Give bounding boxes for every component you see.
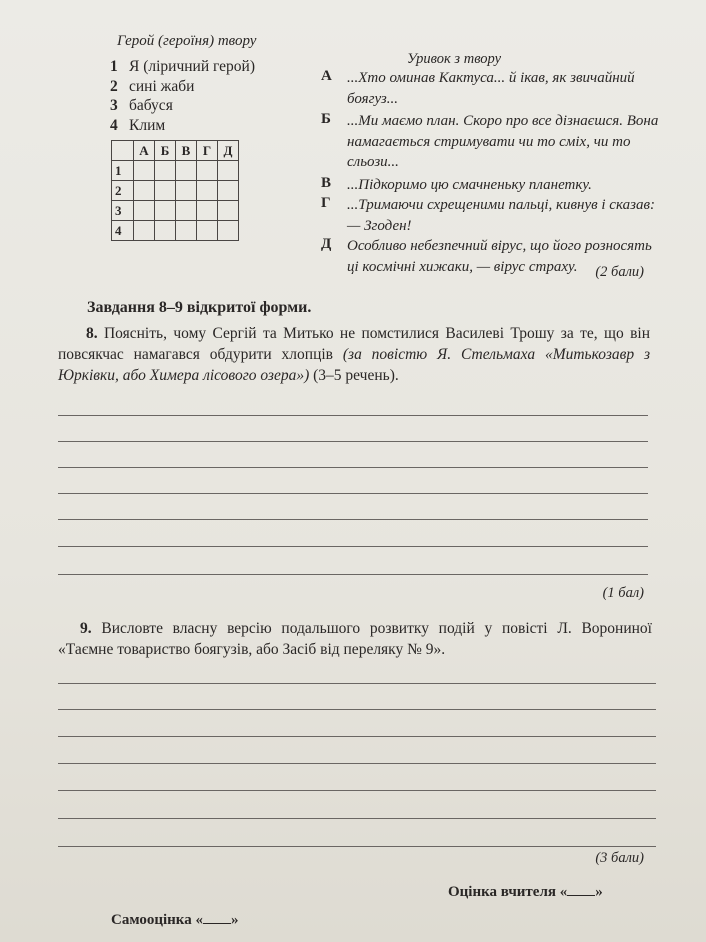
grid-col-header: Б [155, 141, 176, 161]
grid-cell[interactable] [176, 181, 197, 201]
grid-cell[interactable] [218, 161, 239, 181]
points-q8: (1 бал) [602, 585, 644, 601]
excerpt-item: Г ...Тримаючи схрещеними пальці, кивнув і сказав: — Згоден! [321, 195, 655, 234]
grid-cell[interactable] [218, 221, 239, 241]
answer-line[interactable] [58, 818, 656, 819]
grid-cell[interactable] [155, 221, 176, 241]
hero-item: 4 Клим [110, 116, 166, 134]
grid-cell[interactable] [155, 161, 176, 181]
hero-item: 1 Я (ліричний герой) [110, 58, 256, 75]
grid-cell[interactable] [176, 221, 197, 241]
teacher-grade: Оцінка вчителя « » [448, 884, 603, 900]
grid-cell[interactable] [134, 201, 155, 221]
excerpts-heading: Уривок з твору [407, 51, 502, 67]
teacher-grade-blank[interactable] [567, 883, 595, 896]
task-heading: Завдання 8–9 відкритої форми. [87, 299, 312, 316]
answer-line[interactable] [58, 441, 648, 442]
grid-row-header: 4 [112, 221, 134, 241]
answer-grid [111, 140, 239, 241]
grid-col-header: Г [197, 141, 218, 161]
grid-col-header: В [176, 141, 197, 161]
self-assessment-blank[interactable] [203, 911, 231, 924]
answer-line[interactable] [58, 763, 656, 764]
excerpts-list [321, 68, 661, 277]
answer-line[interactable] [58, 846, 656, 847]
answer-line[interactable] [58, 415, 648, 416]
grid-row-header: 2 [112, 181, 134, 201]
grid-col-header: Д [218, 141, 239, 161]
points-q7: (2 бали) [595, 264, 644, 280]
grid-cell[interactable] [197, 221, 218, 241]
grid-cell[interactable] [218, 181, 239, 201]
grid-cell[interactable] [197, 181, 218, 201]
excerpt-item: Д Особливо небезпечний вірус, що його розносять ці космічні хижаки, — вірус страху. [321, 236, 652, 275]
grid-cell[interactable] [155, 201, 176, 221]
grid-cell[interactable] [218, 201, 239, 221]
grid-row-header: 1 [112, 161, 134, 181]
grid-row-header: 3 [112, 201, 134, 221]
grid-cell[interactable] [155, 181, 176, 201]
heroes-heading: Герой (героїня) твору [117, 33, 257, 49]
answer-line[interactable] [58, 493, 648, 494]
grid-cell[interactable] [176, 161, 197, 181]
answer-line[interactable] [58, 519, 648, 520]
excerpt-item: Б ...Ми маємо план. Скоро про все дізнаєшся. Вона намагається стримувати чи то сміх, чи то сльози... [321, 111, 659, 170]
answer-line[interactable] [58, 546, 648, 547]
grid-cell[interactable] [134, 161, 155, 181]
grid-cell[interactable] [197, 201, 218, 221]
self-assessment: Самооцінка « » [111, 912, 239, 928]
points-q9: (3 бали) [595, 850, 644, 866]
grid-cell[interactable] [134, 181, 155, 201]
answer-line[interactable] [58, 467, 648, 468]
grid-col-header: А [134, 141, 155, 161]
answer-line[interactable] [58, 736, 656, 737]
answer-line[interactable] [58, 790, 656, 791]
heroes-list [110, 57, 255, 135]
excerpt-item: В ...Підкоримо цю смачненьку планетку. [321, 174, 592, 193]
grid-corner [112, 141, 134, 161]
question-9: 9. Висловте власну версію подальшого розвитку подій у повісті Л. Ворониної «Таємне товариство боягузів, або Засіб від переляку № 9». [58, 620, 652, 658]
grid-cell[interactable] [134, 221, 155, 241]
excerpt-item: А ...Хто оминав Кактуса... й ікав, як звичайний боягуз... [321, 68, 635, 107]
hero-item: 3 бабуся [110, 97, 173, 114]
answer-line[interactable] [58, 709, 656, 710]
hero-item: 2 сині жаби [110, 77, 195, 95]
grid-cell[interactable] [197, 161, 218, 181]
grid-cell[interactable] [176, 201, 197, 221]
answer-line[interactable] [58, 683, 656, 684]
answer-line[interactable] [58, 574, 648, 575]
question-8: 8. Поясніть, чому Сергій та Митько не помстилися Василеві Трошу за те, що він повсякчас намагався обдурити хлопців (за повістю Я. Стельмаха «Митькозавр з Юрківки, або Химера лісового озера») (3–5 речень). [58, 325, 650, 384]
